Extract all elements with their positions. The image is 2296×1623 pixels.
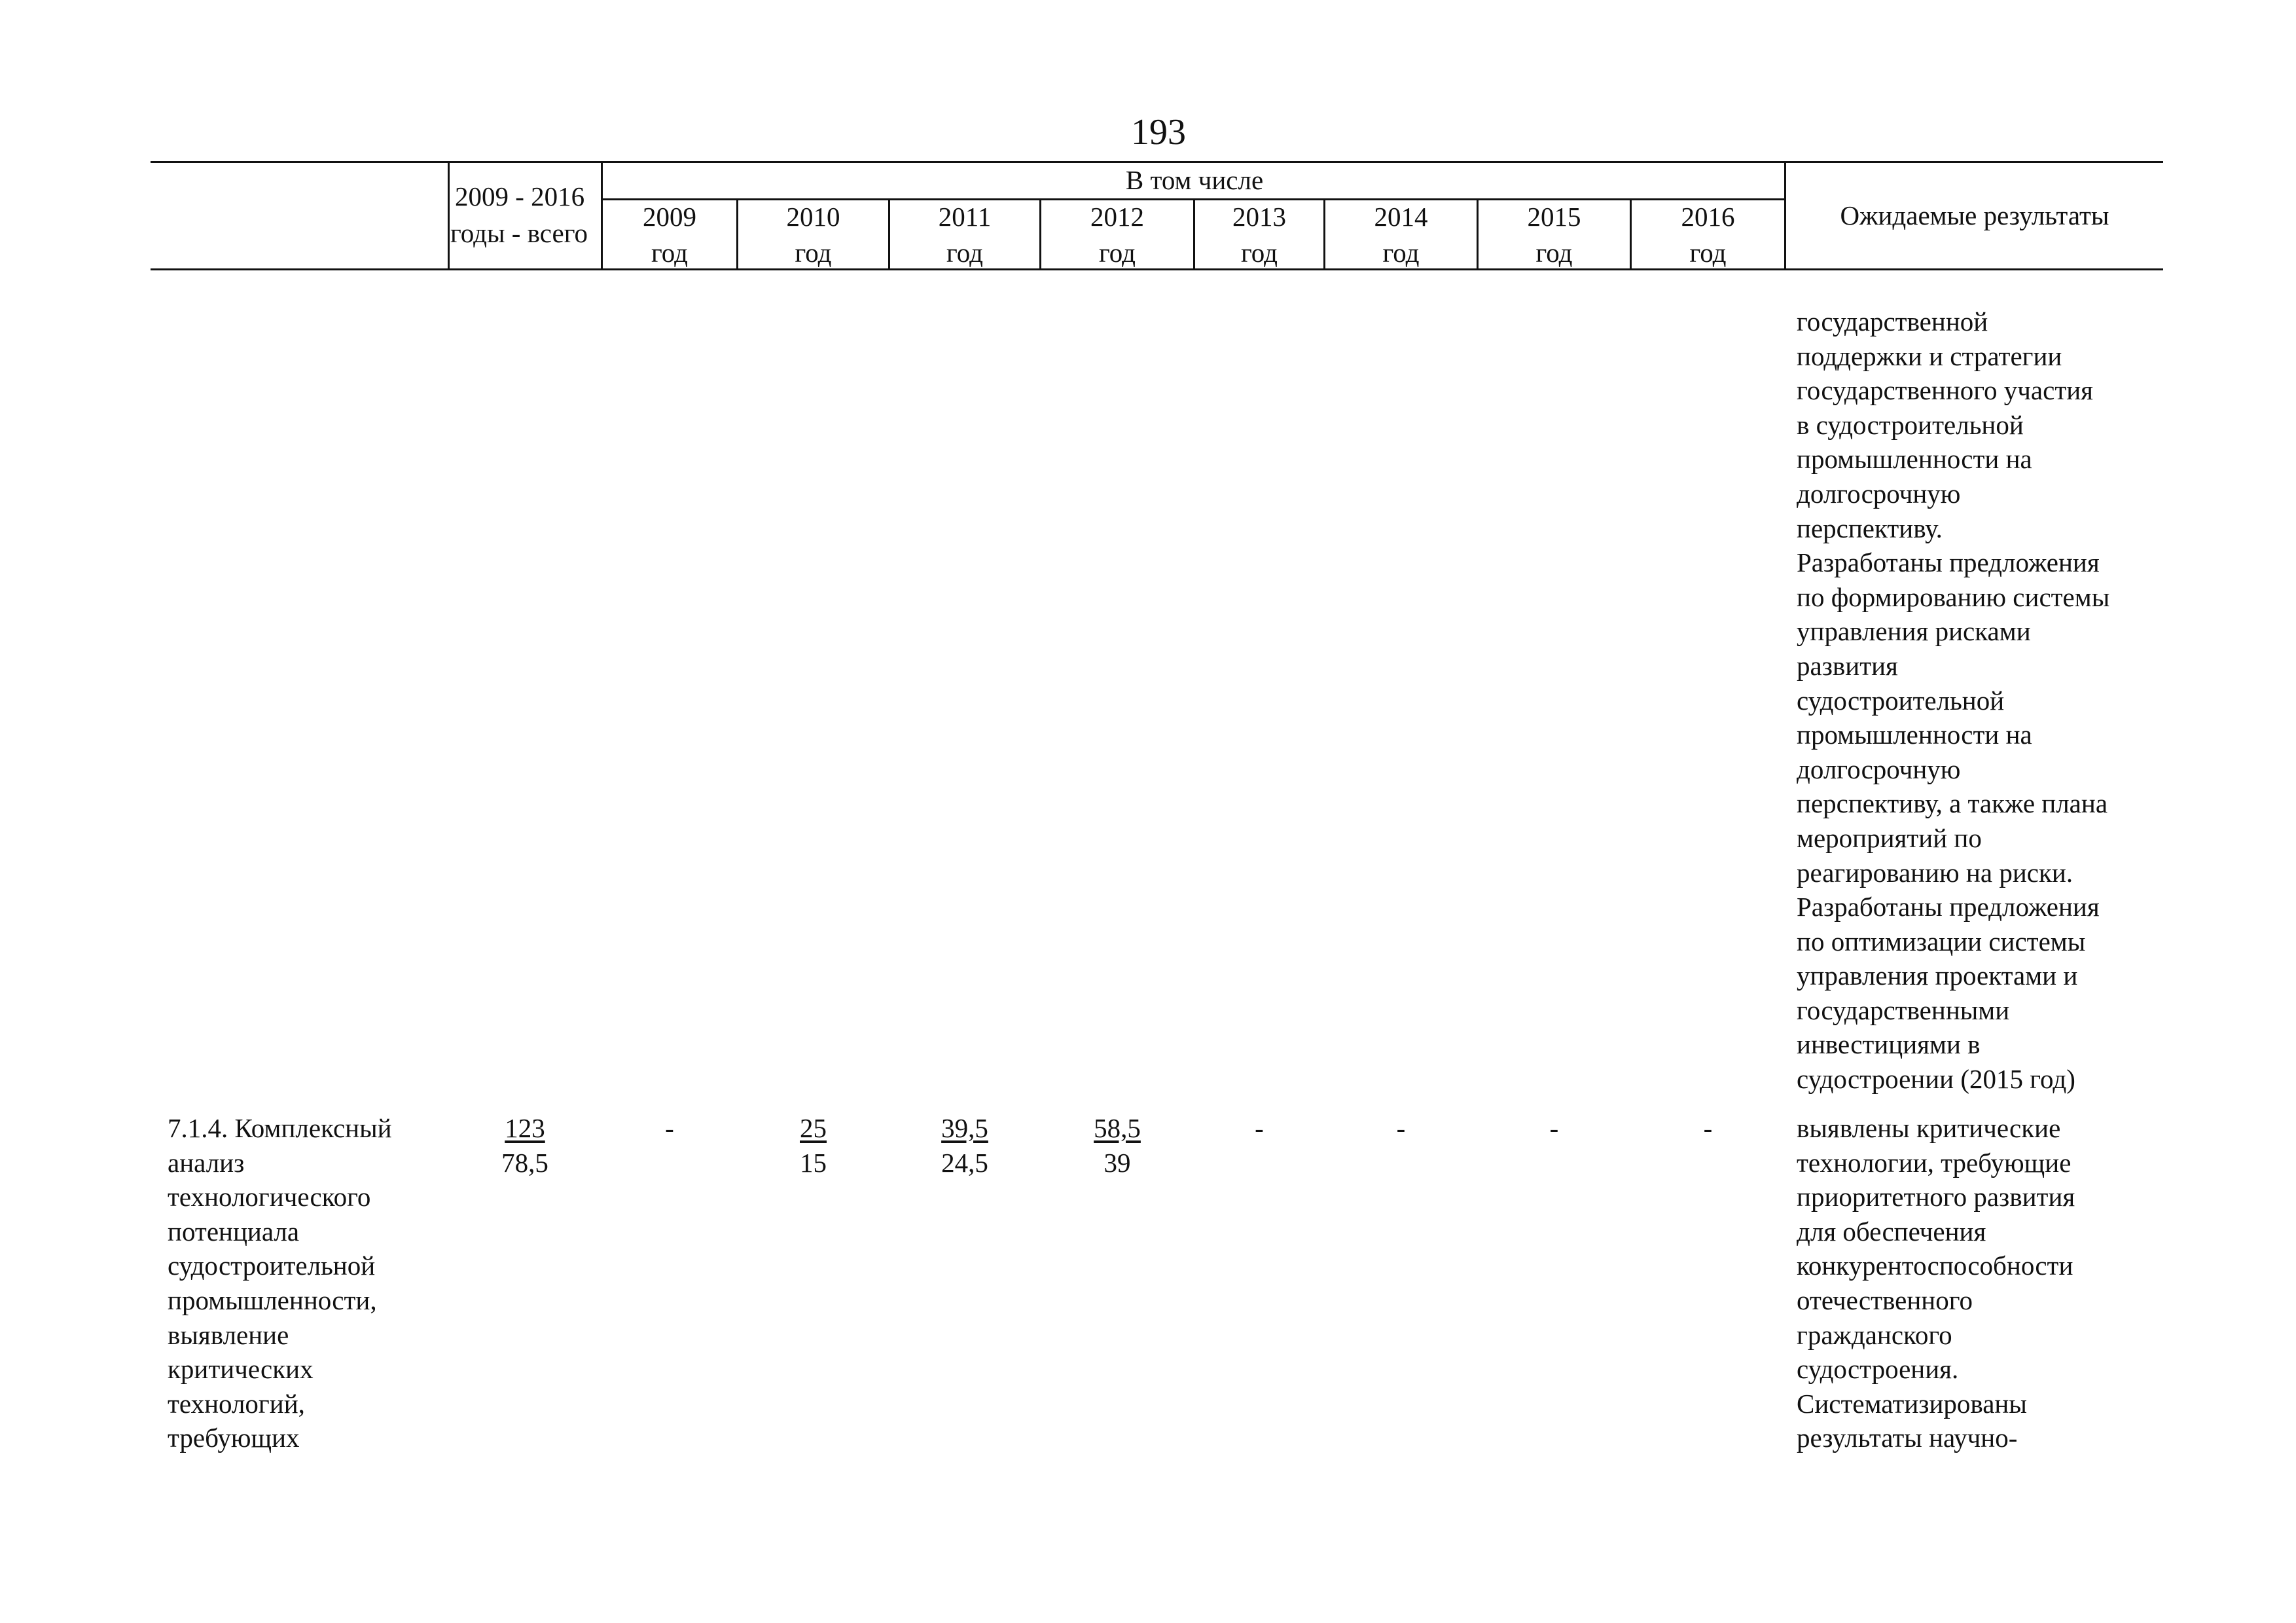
row-name: 7.1.4. Комплексный анализ технологического потенциала судостроительной промышленности, выявление критических технологий, требующих (168, 1113, 392, 1453)
header-year-word-2010: год (795, 238, 832, 268)
row-2011-top: 39,5 (941, 1113, 988, 1143)
row-2009: - (665, 1113, 674, 1143)
row-expected-results: выявлены критические технологии, требующие приоритетного развития для обеспечения конкурентоспособности отечественного гражданского судостроения. Систематизированы результаты научно- (1797, 1113, 2075, 1453)
row-2010-bottom: 15 (800, 1148, 827, 1178)
row-2012-top: 58,5 (1094, 1113, 1141, 1143)
header-year-2016: 2016 (1681, 202, 1735, 232)
header-year-word-2016: год (1689, 238, 1727, 268)
header-year-word-2013: год (1241, 238, 1278, 268)
header-year-2009: 2009 (643, 202, 696, 232)
page-number: 193 (1131, 112, 1186, 153)
header-year-word-2011: год (946, 238, 983, 268)
header-year-2010: 2010 (786, 202, 840, 232)
row-total-top: 123 (505, 1113, 545, 1143)
header-year-word-2009: год (651, 238, 688, 268)
header-year-2011: 2011 (938, 202, 992, 232)
row-2011-bottom: 24,5 (941, 1148, 988, 1178)
row-2016: - (1703, 1113, 1713, 1143)
col-divider-name (448, 161, 450, 270)
header-expected-results: Ожидаемые результаты (1840, 200, 2109, 230)
row-2015: - (1549, 1113, 1559, 1143)
row-2014: - (1396, 1113, 1406, 1143)
header-including: В том числе (1125, 165, 1264, 195)
header-year-word-2012: год (1099, 238, 1136, 268)
header-year-2013: 2013 (1232, 202, 1286, 232)
row-2012-bottom: 39 (1103, 1148, 1131, 1178)
header-total-line2: годы - всего (450, 218, 588, 248)
header-year-word-2014: год (1382, 238, 1420, 268)
row-2010-top: 25 (800, 1113, 827, 1143)
header-year-2014: 2014 (1374, 202, 1428, 232)
header-year-2012: 2012 (1090, 202, 1144, 232)
header-year-2015: 2015 (1527, 202, 1581, 232)
header-year-word-2015: год (1535, 238, 1573, 268)
row-2013: - (1255, 1113, 1264, 1143)
header-total-line1: 2009 - 2016 (455, 181, 585, 211)
row-total-bottom: 78,5 (501, 1148, 548, 1178)
continuation-results-text: государственной поддержки и стратегии государственного участия в судостроительной промышленности на долгосрочную перспективу. Разработаны предложения по формированию системы управления рисками развития судостроительной промышленности на долгосрочную перспективу, а также плана мероприятий по реагированию на риски. Разработаны предложения по оптимизации системы управления проектами и государственными инвестициями в судостроении (2015 год) (1797, 306, 2110, 1095)
